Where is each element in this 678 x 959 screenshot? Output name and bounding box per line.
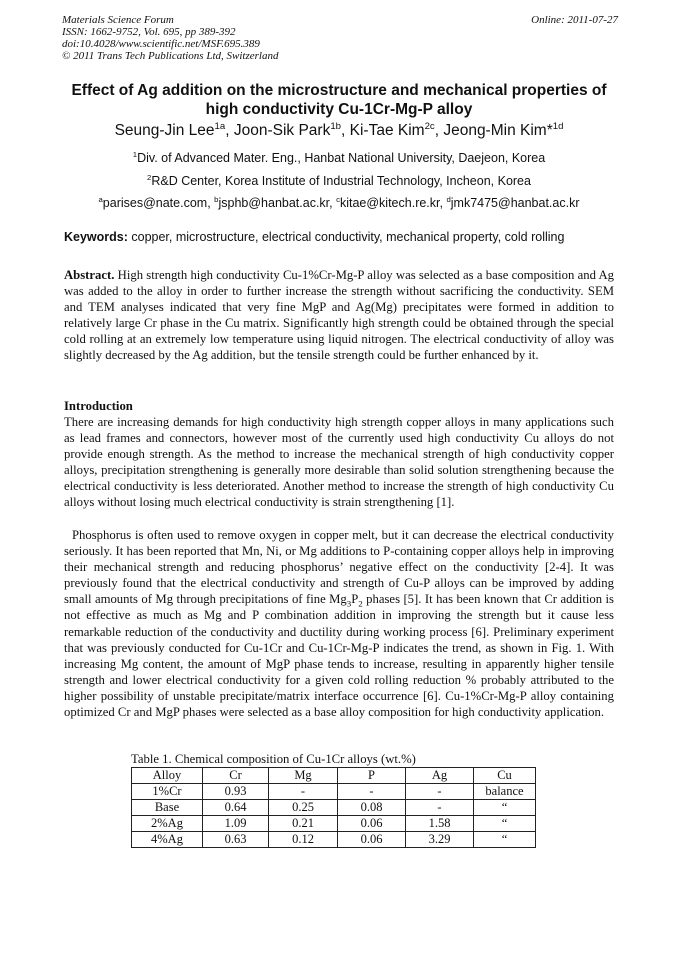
affiliation-mark: 2 bbox=[147, 172, 152, 182]
author-name: Ki-Tae Kim bbox=[349, 122, 425, 139]
intro-p2-letter-p: P bbox=[351, 592, 359, 607]
table-cell: 0.25 bbox=[269, 800, 338, 816]
table-cell: 0.21 bbox=[269, 816, 338, 832]
online-date: Online: 2011-07-27 bbox=[531, 14, 618, 26]
table-cell: - bbox=[406, 800, 474, 816]
table-cell: 0.93 bbox=[203, 784, 269, 800]
composition-table bbox=[131, 767, 536, 848]
introduction-paragraph-1: There are increasing demands for high conductivity high strength copper alloys in many applications such as lead frames and connectors, however most of the currently used high conductivity Cu alloys do not provide enough strength. As the method to increase the mechanical strength of high conductivity copper alloys, precipitation strengthening is generally more desirable than solid solution strengthening because the electrical conductivity is less deteriorated. Another method to increase the strength of high conductivity Cu alloys without losing much electrical conductivity is strain strengthening [1]. bbox=[64, 415, 614, 510]
email-mark: d bbox=[446, 194, 451, 204]
table-cell: Base bbox=[132, 800, 203, 816]
author-list bbox=[40, 121, 638, 141]
table-cell: - bbox=[338, 784, 406, 800]
table-cell: 0.63 bbox=[203, 832, 269, 848]
intro-p2-text-a: Phosphorus is often used to remove oxygen in copper melt, but it can decrease the electrical conductivity seriously. It has been reported that Mn, Ni, or Mg additions to P-containing copper alloys help in improving their mechanical strength and reducing phosphorus’ negative effect on the conductivity [2-4]. It was previously found that the electrical conductivity and strength of Cu-P alloys can be improved by adding small amounts of Mg through precipitations of fine Mg bbox=[64, 528, 614, 607]
table-cell: “ bbox=[474, 832, 536, 848]
table-cell: - bbox=[406, 784, 474, 800]
affiliation-text: Div. of Advanced Mater. Eng., Hanbat National University, Daejeon, Korea bbox=[137, 151, 546, 165]
affiliation-text: R&D Center, Korea Institute of Industrial Technology, Incheon, Korea bbox=[151, 174, 531, 188]
table-header-cell: Mg bbox=[269, 768, 338, 784]
table-cell: “ bbox=[474, 800, 536, 816]
table-header-cell: P bbox=[338, 768, 406, 784]
doi-line: doi:10.4028/www.scientific.net/MSF.695.389 bbox=[62, 38, 260, 50]
table-cell: 1%Cr bbox=[132, 784, 203, 800]
table-cell: - bbox=[269, 784, 338, 800]
author-name: Jeong-Min Kim* bbox=[443, 122, 553, 139]
affiliation-mark: 1 bbox=[132, 149, 138, 159]
abstract-text: High strength high conductivity Cu-1%Cr-Mg-P alloy was selected as a base composition and Ag was added to the alloy in order to further increase the strength without sacrificing the conductivity. SEM and TEM analyses indicated that very fine MgP and Ag(Mg) precipitates were formed in addition to relatively large Cr phase in the Cu matrix. Significantly high strength could be obtained through the special cold rolling at an extremely low temperature using liquid nitrogen. The electrical conductivity of alloy was slightly decreased by the Ag addition, but the tensile strength could be further enhanced by it. bbox=[64, 268, 614, 363]
author-separator: , bbox=[341, 122, 350, 139]
title-line-2: high conductivity Cu-1Cr-Mg-P alloy bbox=[205, 101, 473, 118]
email-c: kitae@kitech.re.kr, bbox=[339, 196, 447, 210]
table-header-cell: Ag bbox=[406, 768, 474, 784]
author-affiliation-mark: 1a bbox=[214, 120, 226, 132]
table-header-cell: Cr bbox=[203, 768, 269, 784]
email-a: parises@nate.com, bbox=[102, 196, 215, 210]
table-cell: 0.12 bbox=[269, 832, 338, 848]
email-d: jmk7475@hanbat.ac.kr bbox=[450, 196, 580, 210]
subscript-3: 3 bbox=[346, 598, 352, 609]
paper-title bbox=[40, 81, 638, 119]
email-mark: a bbox=[98, 194, 103, 204]
author-separator: , bbox=[225, 122, 234, 139]
author-affiliation-mark: 1d bbox=[552, 120, 564, 132]
journal-name: Materials Science Forum bbox=[62, 14, 174, 26]
title-line-1: Effect of Ag addition on the microstructure and mechanical properties of bbox=[71, 82, 607, 99]
table-row bbox=[132, 816, 536, 832]
table-row bbox=[132, 832, 536, 848]
table-caption: Table 1. Chemical composition of Cu-1Cr alloys (wt.%) bbox=[131, 752, 416, 766]
table-header-cell: Alloy bbox=[132, 768, 203, 784]
author-affiliation-mark: 2c bbox=[424, 120, 435, 132]
table-cell: 0.06 bbox=[338, 816, 406, 832]
table-header-row bbox=[132, 768, 536, 784]
table-row bbox=[132, 800, 536, 816]
keywords-line bbox=[64, 229, 620, 245]
table-cell: 1.09 bbox=[203, 816, 269, 832]
journal-header bbox=[62, 14, 618, 62]
affiliation-1 bbox=[40, 150, 638, 166]
table-cell: 0.64 bbox=[203, 800, 269, 816]
table-row bbox=[132, 784, 536, 800]
affiliation-2 bbox=[40, 173, 638, 189]
author-affiliation-mark: 1b bbox=[330, 120, 341, 132]
table-cell: “ bbox=[474, 816, 536, 832]
table-cell: 4%Ag bbox=[132, 832, 203, 848]
keywords-label: Keywords: bbox=[64, 230, 128, 244]
email-b: jsphb@hanbat.ac.kr, bbox=[218, 196, 337, 210]
email-mark: b bbox=[214, 194, 219, 204]
author-name: Joon-Sik Park bbox=[233, 122, 331, 139]
table-cell: 0.08 bbox=[338, 800, 406, 816]
subscript-2: 2 bbox=[358, 598, 363, 609]
abstract-label: Abstract. bbox=[64, 268, 115, 282]
table-cell: balance bbox=[474, 784, 536, 800]
table-cell: 0.06 bbox=[338, 832, 406, 848]
issn-line: ISSN: 1662-9752, Vol. 695, pp 389-392 bbox=[62, 26, 236, 38]
table-cell: 2%Ag bbox=[132, 816, 203, 832]
author-name: Seung-Jin Lee bbox=[114, 122, 215, 139]
author-separator: , bbox=[434, 122, 444, 139]
abstract-paragraph bbox=[64, 267, 614, 364]
email-mark: c bbox=[336, 194, 340, 204]
intro-p2-text-b: phases [5]. It has been known that Cr addition is not effective as much as Mg and P combination addition in improving the strength but it cause less remarkable reduction of the conductivity and ductility during working process [6]. Preliminary experiment that was previously conducted for Cu-1Cr and Cu-1Cr-Mg-P indicates the trend, as shown in Fig. 1. With increasing Mg content, the amount of MgP phase tends to increase, resulting in apparently higher tensile strength and lower electrical conductivity for a given cold rolling reduction % probably attributed to the higher possibility of unstable precipitate/matrix interface occurrence [6]. Cu-1%Cr-Mg-P alloy containing optimized Cr and MgP phases were selected as a base alloy composition for high conductivity application. bbox=[64, 592, 614, 720]
introduction-paragraph-2 bbox=[64, 527, 614, 720]
table-header-cell: Cu bbox=[474, 768, 536, 784]
table-cell: 1.58 bbox=[406, 816, 474, 832]
introduction-heading: Introduction bbox=[64, 399, 133, 413]
email-line bbox=[40, 195, 638, 211]
keywords-text: copper, microstructure, electrical conductivity, mechanical property, cold rolling bbox=[127, 230, 565, 244]
table-cell: 3.29 bbox=[406, 832, 474, 848]
copyright-line: © 2011 Trans Tech Publications Ltd, Switzerland bbox=[62, 50, 279, 62]
